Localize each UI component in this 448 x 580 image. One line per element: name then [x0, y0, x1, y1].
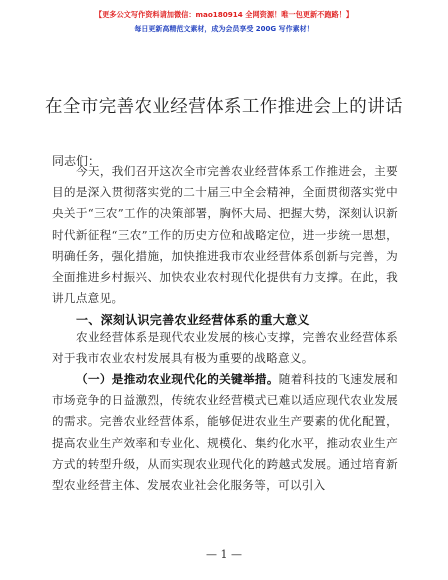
paragraph-intro-text: 今天，我们召开这次全市完善农业经营体系工作推进会，主要目的是深入贯彻落实党的二十届三中全会精神，全面贯彻落实党中央关于“三农”工作的决策部署，胸怀大局、把握大势，深刻认识新时代新征程“三农”工作的历史方位和战略定位，进一步统一思想，明确任务，强化措施，加快推进我市农业经营体系创新与完善，为全面推进乡村振兴、加快农业农村现代化提供有力支撑。在此，我讲几点意见。	[52, 164, 398, 306]
promo-line-1[interactable]: 【更多公文写作资料请加微信：mao180914 全网资源！唯一包更新不跑路！】	[94, 10, 354, 19]
section-heading-1-text: 一、深刻认识完善农业经营体系的重大意义	[76, 313, 310, 327]
paragraph-significance-text: 农业经营体系是现代农业发展的核心支撑，完善农业经营体系对于我市农业农村发展具有极为重要的战略意义。	[52, 330, 398, 366]
paragraph-intro	[52, 161, 398, 309]
section-heading-1	[52, 311, 398, 328]
paragraph-modernization	[52, 369, 398, 496]
paragraph-significance	[52, 327, 398, 369]
page-number: — 1 —	[206, 548, 242, 561]
paragraph-modernization-text: 随着科技的飞速发展和市场竞争的日益激烈，传统农业经营模式已难以适应现代农业发展的需求。完善农业经营体系，能够促进农业生产要素的优化配置，提高农业生产效率和专业化、规模化、集约化水平，推动农业生产方式的转型升级，从而实现农业现代化的跨越式发展。通过培育新型农业经营主体、发展农业社会化服务等，可以引入	[52, 372, 398, 493]
promo-line-2[interactable]: 每日更新高精范文素材，成为会员享受 200G 写作素材！	[134, 25, 314, 33]
subheading-modernization: （一）是推动农业现代化的关键举措。	[76, 372, 279, 386]
document-title: 在全市完善农业经营体系工作推进会上的讲话	[45, 97, 403, 117]
salutation: 同志们：	[52, 154, 101, 168]
